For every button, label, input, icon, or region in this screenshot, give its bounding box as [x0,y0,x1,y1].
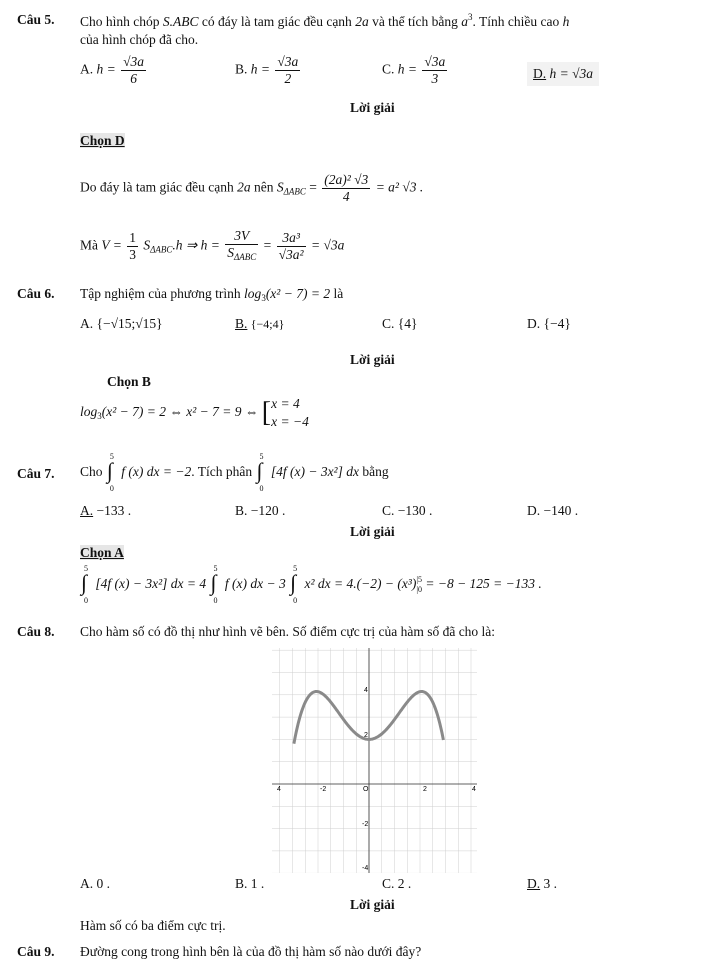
q5-solution-line2: Mà V = $\frac{1}{3}$ $S_{\Delta ABC}.h$ ⇒ h = $\frac{3V}{S_{\Delta ABC}}$ = $\frac{\text{3a³}}{\text{√3a²}}$ = √3a [80,228,345,262]
q5-label: Câu 5. [17,12,55,27]
q6-option-c: C. {4} [382,316,418,331]
q5-statement: Cho hình chóp S.ABC có đáy là tam giác đều cạnh 2a và thể tích bằng $a^3$. Tính chiều cao h [80,12,570,29]
q7-choice: Chọn A [80,545,124,560]
x-tick-neg4: 4 [277,786,281,793]
q9-label: Câu 9. [17,944,55,959]
origin-label: O [363,786,369,793]
q7-option-d: D. −140 . [527,503,579,518]
q5-solution-line1: Do đáy là tam giác đều cạnh 2a nên $S_{\Delta ABC}$ = $\frac{\text{(2a)² √3}}{4}$ = a² √3 . [80,172,424,204]
q8-option-c: C. 2 . [382,876,412,891]
q6-option-a: A. {−√15;√15} [80,316,163,331]
q5-option-b: B. h = $\frac{√3a}{2}$ [235,54,299,86]
q6-statement: Tập nghiệm của phương trình $\log_3(x^2 - 7) = 2$ là [80,286,344,303]
q6-solution-title: Lời giải [350,352,395,367]
q6-label: Câu 6. [17,286,55,301]
q6-choice: Chọn B [107,374,151,389]
q7-statement: Cho 5 ∫ 0 f (x) dx = −2. Tích phân 5 ∫ 0 [4f (x) − 3x²] dx bằng [80,452,389,493]
q7-solution: 5 ∫ 0 [4f (x) − 3x²] dx = 4 5 ∫ 0 f (x) dx − 3 5 ∫ 0 x² dx = 4.(−2) − (x³)|5 |0 = −8 − 125 = −133 . [81,564,542,605]
q8-label: Câu 8. [17,624,55,639]
q8-statement: Cho hàm số có đồ thị như hình vẽ bên. Số điểm cực trị của hàm số đã cho là: [80,624,496,639]
x-tick-neg2: -2 [320,786,327,793]
q8-solution: Hàm số có ba điểm cực trị. [80,918,226,933]
q7-solution-title: Lời giải [350,524,395,539]
q5-option-c: C. h = $\frac{√3a}{3}$ [382,54,446,86]
q8-option-d: D. 3 . [527,876,557,891]
q5-statement-line2: của hình chóp đã cho. [80,32,199,47]
q7-option-a: A. −133 . [80,503,132,518]
x-tick-2: 2 [423,786,427,793]
q6-solution: $\log_3(x^2 - 7) = 2$ ⇔ x² − 7 = 9 ⇔ [x = 4 x = −4 [80,396,309,429]
q5-choice: Chọn D [80,133,125,148]
graph-grid [272,648,477,873]
q8-solution-title: Lời giải [350,897,395,912]
y-tick-4: 4 [364,687,368,694]
q8-graph [272,648,482,873]
q9-statement: Đường cong trong hình bên là của đồ thị hàm số nào dưới đây? [80,944,422,959]
q8-option-b: B. 1 . [235,876,265,891]
x-tick-4: 4 [472,786,476,793]
y-tick-2: 2 [364,732,368,739]
q5-option-a: A. h = $\frac{√3a}{6}$ [80,54,145,86]
q6-option-b: B. {−4;4} [235,316,285,331]
q6-option-d: D. {−4} [527,316,571,331]
q5-solution-title: Lời giải [350,100,395,115]
y-tick-neg2: -2 [362,821,369,828]
q7-option-c: C. −130 . [382,503,433,518]
y-tick-neg4: -4 [362,865,369,872]
q7-option-b: B. −120 . [235,503,286,518]
q8-option-a: A. 0 . [80,876,110,891]
q7-label: Câu 7. [17,466,55,481]
q5-option-d: D. h = √3a [527,62,599,86]
